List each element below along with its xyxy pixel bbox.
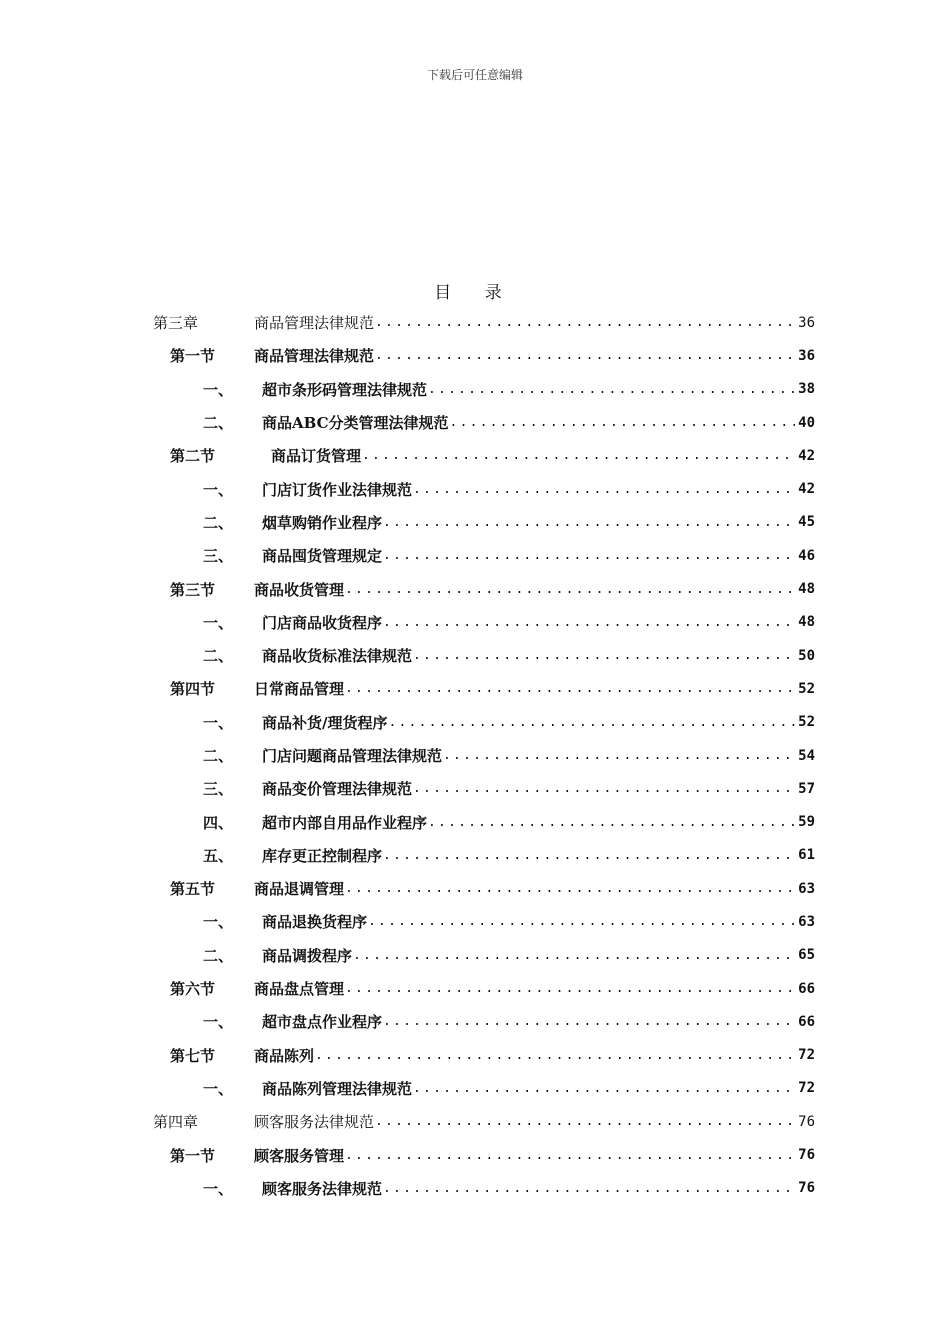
- toc-entry-line: [254, 1105, 815, 1138]
- toc-leader-dots: [413, 1081, 795, 1096]
- toc-entry-number: 二、: [203, 747, 234, 765]
- toc-entry-number: 二、: [203, 513, 234, 532]
- toc-entry-title: 日常商品管理: [254, 680, 345, 699]
- toc-entry-title: 门店商品收货程序: [262, 613, 383, 632]
- toc-entry-title: 超市内部自用品作业程序: [262, 813, 428, 832]
- toc-entry-line: [262, 739, 815, 772]
- toc-entry-title: 商品盘点管理: [254, 980, 345, 999]
- toc-entry-sub[interactable]: [153, 639, 815, 672]
- toc-entry-sub[interactable]: [153, 472, 815, 505]
- toc-leader-dots: [443, 748, 795, 763]
- toc-entry-section[interactable]: [153, 972, 815, 1005]
- toc-entry-title: 商品变价管理法律规范: [262, 780, 413, 799]
- toc-entry-line: [262, 706, 815, 739]
- toc-entry-page: 61: [798, 847, 815, 864]
- toc-entry-sub[interactable]: [153, 606, 815, 639]
- toc-leader-dots: [375, 1114, 795, 1129]
- toc-entry-number: 二、: [203, 647, 234, 666]
- toc-entry-page: 63: [798, 880, 815, 897]
- toc-entry-page: 38: [798, 381, 815, 398]
- toc-entry-line: [254, 872, 815, 905]
- toc-entry-section[interactable]: [153, 339, 815, 372]
- toc-entry-line: [262, 406, 815, 439]
- toc-entry-title: 商品陈列: [254, 1046, 315, 1065]
- toc-entry-sub[interactable]: [153, 1172, 815, 1205]
- toc-entry-title: 商品补货/理货程序: [262, 713, 388, 732]
- toc-entry-sub[interactable]: [153, 373, 815, 406]
- toc-entry-page: 46: [798, 547, 815, 564]
- toc-leader-dots: [345, 1148, 795, 1163]
- toc-entry-sub[interactable]: [153, 805, 815, 838]
- toc-entry-page: 52: [798, 714, 815, 731]
- toc-leader-dots: [345, 881, 795, 896]
- toc-title: 目 录: [434, 283, 516, 303]
- toc-entry-page: 52: [798, 680, 815, 697]
- toc-entry-line: [262, 772, 815, 805]
- toc-leader-dots: [413, 648, 795, 663]
- toc-entry-page: 36: [798, 347, 815, 364]
- toc-entry-title: 门店问题商品管理法律规范: [262, 747, 443, 765]
- toc-leader-dots: [345, 681, 795, 696]
- toc-entry-sub[interactable]: [153, 905, 815, 938]
- toc-entry-sub[interactable]: [153, 772, 815, 805]
- toc-entry-title: 商品订货管理: [271, 447, 362, 466]
- toc-entry-number: 四、: [203, 813, 234, 832]
- toc-leader-dots: [315, 1048, 795, 1063]
- toc-entry-title: 商品调拨程序: [262, 946, 353, 965]
- toc-leader-dots: [428, 382, 795, 397]
- toc-entry-title: 顾客服务法律规范: [262, 1179, 383, 1198]
- toc-entry-page: 45: [798, 514, 815, 531]
- toc-entry-page: 72: [798, 1080, 815, 1097]
- toc-entry-chapter[interactable]: [153, 306, 815, 339]
- toc-entry-number: 第三章: [153, 314, 199, 333]
- toc-entry-line: [262, 639, 815, 672]
- toc-entry-line: [254, 972, 815, 1005]
- toc-entry-sub[interactable]: [153, 539, 815, 572]
- toc-entry-page: 59: [798, 814, 815, 831]
- toc-entry-page: 72: [798, 1047, 815, 1064]
- toc-entry-title: 商品收货标准法律规范: [262, 647, 413, 666]
- toc-entry-chapter[interactable]: [153, 1105, 815, 1138]
- toc-entry-page: 76: [798, 1113, 815, 1130]
- toc-entry-line: [271, 439, 815, 472]
- toc-entry-number: 一、: [203, 913, 234, 932]
- toc-entry-number: 五、: [203, 846, 234, 865]
- toc-entry-line: [262, 1072, 815, 1105]
- toc-entry-line: [262, 373, 815, 406]
- toc-leader-dots: [383, 1181, 795, 1196]
- toc-entry-number: 一、: [203, 613, 234, 632]
- toc-entry-section[interactable]: [153, 1039, 815, 1072]
- toc-entry-page: 48: [798, 581, 815, 598]
- toc-entry-sub[interactable]: [153, 939, 815, 972]
- toc-entry-page: 76: [798, 1180, 815, 1197]
- toc-entry-title: 商品陈列管理法律规范: [262, 1079, 413, 1098]
- toc-leader-dots: [413, 482, 795, 497]
- toc-entry-number: 第四节: [170, 680, 216, 699]
- toc-leader-dots: [353, 948, 795, 963]
- toc-entry-line: [262, 805, 815, 838]
- toc-leader-dots: [413, 781, 795, 796]
- toc-entry-line: [262, 506, 815, 539]
- toc-entry-page: 66: [798, 1013, 815, 1030]
- toc-entry-page: 63: [798, 913, 815, 930]
- toc-leader-dots: [383, 515, 795, 530]
- toc-entry-number: 三、: [203, 780, 234, 799]
- toc-entry-number: 第七节: [170, 1046, 216, 1065]
- toc-entry-title: 超市条形码管理法律规范: [262, 380, 428, 399]
- toc-entry-page: 76: [798, 1147, 815, 1164]
- toc-entry-line: [254, 1138, 815, 1171]
- toc-entry-page: 42: [798, 447, 815, 464]
- toc-entry-number: 第四章: [153, 1113, 199, 1132]
- toc-leader-dots: [383, 848, 795, 863]
- table-of-contents: [153, 306, 815, 1205]
- toc-entry-line: [262, 1005, 815, 1038]
- toc-entry-number: 三、: [203, 547, 234, 566]
- toc-entry-title: 超市盘点作业程序: [262, 1013, 383, 1032]
- toc-entry-number: 第一节: [170, 1146, 216, 1165]
- toc-entry-page: 36: [798, 314, 815, 331]
- toc-entry-line: [254, 339, 815, 372]
- toc-entry-number: 一、: [203, 713, 234, 732]
- toc-entry-sub[interactable]: [153, 1005, 815, 1038]
- toc-entry-number: 二、: [203, 946, 234, 965]
- toc-leader-dots: [345, 582, 795, 597]
- toc-entry-title: 商品管理法律规范: [254, 314, 375, 333]
- toc-entry-title: 烟草购销作业程序: [262, 513, 383, 532]
- toc-entry-line: [254, 572, 815, 605]
- toc-entry-title: 顾客服务法律规范: [254, 1113, 375, 1132]
- toc-entry-page: 57: [798, 780, 815, 797]
- toc-entry-page: 48: [798, 614, 815, 631]
- toc-entry-page: 65: [798, 947, 815, 964]
- toc-entry-number: 第三节: [170, 580, 216, 599]
- toc-leader-dots: [383, 1014, 795, 1029]
- toc-entry-number: 一、: [203, 480, 234, 499]
- toc-entry-page: 40: [798, 414, 815, 431]
- toc-leader-dots: [388, 715, 795, 730]
- toc-leader-dots: [383, 615, 795, 630]
- toc-entry-sub[interactable]: [153, 739, 815, 772]
- toc-entry-number: 一、: [203, 1079, 234, 1098]
- toc-leader-dots: [375, 315, 795, 330]
- toc-entry-title: 商品退调管理: [254, 880, 345, 899]
- toc-entry-page: 42: [798, 481, 815, 498]
- toc-leader-dots: [383, 548, 795, 563]
- toc-entry-line: [254, 306, 815, 339]
- toc-entry-title: 门店订货作业法律规范: [262, 480, 413, 499]
- toc-entry-page: 54: [798, 747, 815, 764]
- toc-leader-dots: [368, 914, 795, 929]
- toc-entry-number: 第六节: [170, 980, 216, 999]
- toc-entry-number: 第五节: [170, 880, 216, 899]
- toc-entry-sub[interactable]: [153, 839, 815, 872]
- toc-entry-title: 商品退换货程序: [262, 913, 368, 932]
- toc-entry-page: 66: [798, 980, 815, 997]
- toc-entry-page: 50: [798, 647, 815, 664]
- toc-entry-sub[interactable]: [153, 506, 815, 539]
- toc-entry-sub[interactable]: [153, 406, 815, 439]
- toc-entry-line: [262, 472, 815, 505]
- toc-entry-line: [254, 1039, 815, 1072]
- toc-entry-title: 商品管理法律规范: [254, 347, 375, 366]
- toc-entry-line: [262, 939, 815, 972]
- toc-entry-sub[interactable]: [153, 706, 815, 739]
- toc-entry-section[interactable]: [153, 672, 815, 705]
- page-header: 下载后可任意编辑: [426, 68, 523, 82]
- toc-entry-title: 顾客服务管理: [254, 1146, 345, 1165]
- toc-leader-dots: [345, 981, 795, 996]
- toc-entry-title: 商品收货管理: [254, 580, 345, 599]
- toc-entry-number: 二、: [203, 414, 234, 433]
- toc-entry-sub[interactable]: [153, 1072, 815, 1105]
- toc-entry-line: [262, 905, 815, 938]
- toc-entry-number: 一、: [203, 1179, 234, 1198]
- toc-entry-title: 库存更正控制程序: [262, 846, 383, 865]
- toc-leader-dots: [428, 815, 795, 830]
- toc-entry-number: 第一节: [170, 347, 216, 366]
- toc-entry-line: [262, 839, 815, 872]
- toc-entry-number: 一、: [203, 380, 234, 399]
- toc-entry-title: 商品ABC分类管理法律规范: [262, 414, 449, 433]
- toc-entry-line: [254, 672, 815, 705]
- toc-entry-line: [262, 539, 815, 572]
- toc-entry-section[interactable]: [153, 1138, 815, 1171]
- toc-entry-section[interactable]: [153, 572, 815, 605]
- toc-entry-number: 一、: [203, 1013, 234, 1032]
- toc-leader-dots: [362, 448, 795, 463]
- toc-entry-section[interactable]: [153, 439, 815, 472]
- toc-entry-line: [262, 606, 815, 639]
- toc-entry-section[interactable]: [153, 872, 815, 905]
- toc-entry-line: [262, 1172, 815, 1205]
- toc-entry-title: 商品囤货管理规定: [262, 547, 383, 566]
- toc-leader-dots: [450, 415, 796, 430]
- toc-leader-dots: [375, 348, 795, 363]
- toc-entry-number: 第二节: [170, 447, 216, 466]
